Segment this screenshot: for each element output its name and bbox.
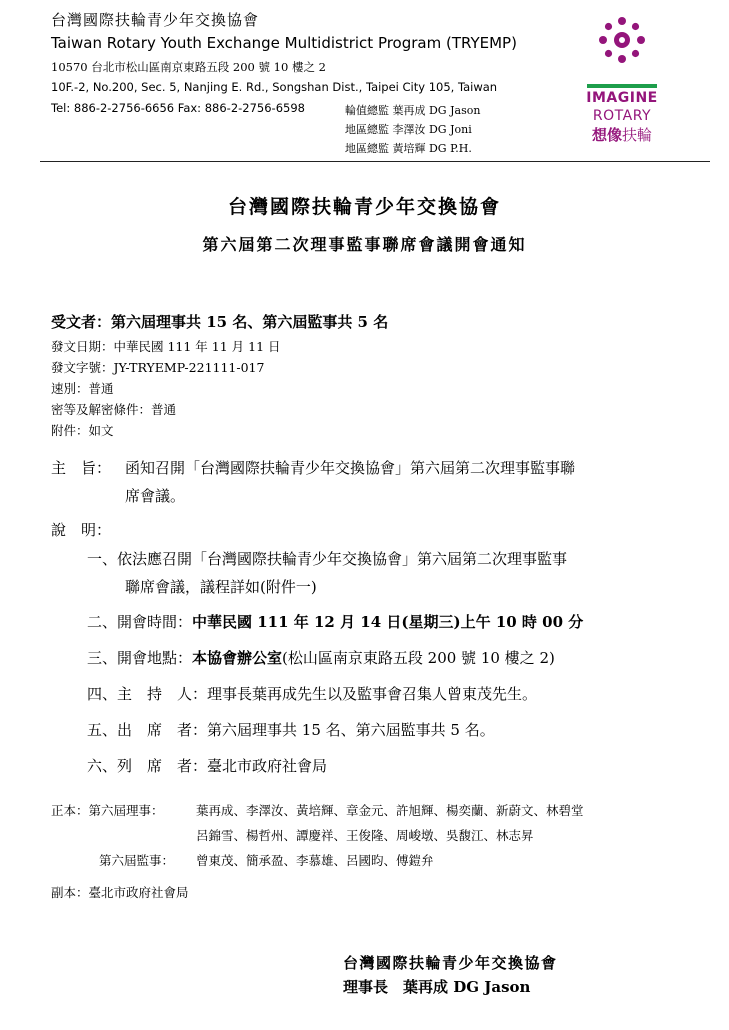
urgency: 速別：普通 bbox=[51, 381, 114, 396]
explanation-label: 說 明： bbox=[51, 521, 112, 539]
item-2 bbox=[87, 611, 583, 632]
attachment: 附件：如文 bbox=[51, 423, 114, 438]
header-governor-3: 地區總監 黃培輝 DG P.H. bbox=[345, 142, 472, 155]
logo-text-chinese-bold: 想像 bbox=[591, 126, 622, 144]
header-org-name-en: Taiwan Rotary Youth Exchange Multidistrict Program (TRYEMP) bbox=[51, 34, 517, 52]
header-phone-fax: Tel: 886-2-2756-6656 Fax: 886-2-2756-6598 bbox=[51, 101, 305, 115]
document-title: 台灣國際扶輪青少年交換協會 bbox=[227, 196, 501, 218]
supervisors-list: 曾東茂、簡承盈、李慕雄、呂國昀、傅鎧弁 bbox=[196, 853, 434, 868]
directors-list-line2: 呂錦雪、楊哲州、譚慶祥、王俊隆、周峻墩、吳馥江、林志昇 bbox=[196, 828, 534, 843]
document-subtitle: 第六屆第二次理事監事聯席會議開會通知 bbox=[202, 235, 527, 254]
logo-text-chinese bbox=[574, 124, 670, 145]
signature-chair: 理事長 葉再成 DG Jason bbox=[343, 978, 531, 996]
item-1-line2: 聯席會議，議程詳如(附件一) bbox=[125, 578, 317, 596]
item-3-value-bold: 本協會辦公室 bbox=[192, 649, 283, 667]
subject-text-line1: 函知召開「台灣國際扶輪青少年交換協會」第六屆第二次理事監事聯 bbox=[125, 459, 576, 477]
header-org-name-zh: 台灣國際扶輪青少年交換協會 bbox=[51, 11, 260, 29]
header-divider bbox=[40, 161, 710, 162]
document-number: 發文字號：JY-TRYEMP-221111-017 bbox=[51, 360, 265, 375]
logo-green-bar bbox=[587, 84, 657, 88]
issue-date: 發文日期：中華民國 111 年 11 月 11 日 bbox=[51, 339, 281, 354]
item-4: 四、主 持 人：理事長葉再成先生以及監事會召集人曾東茂先生。 bbox=[87, 685, 538, 703]
subject-label: 主 旨： bbox=[51, 459, 112, 477]
header-address-en: 10F.-2, No.200, Sec. 5, Nanjing E. Rd., Songshan Dist., Taipei City 105, Taiwan bbox=[51, 80, 498, 94]
item-6: 六、列 席 者：臺北市政府社會局 bbox=[87, 757, 328, 775]
item-5: 五、出 席 者：第六屆理事共 15 名、第六屆監事共 5 名。 bbox=[87, 721, 495, 739]
item-3-value-rest: (松山區南京東路五段 200 號 10 樓之 2) bbox=[282, 649, 555, 667]
item-3 bbox=[87, 647, 555, 668]
header-address-zh: 10570 台北市松山區南京東路五段 200 號 10 樓之 2 bbox=[51, 60, 326, 74]
logo-text-imagine: IMAGINE bbox=[586, 90, 658, 106]
subject-text-line2: 席會議。 bbox=[125, 487, 186, 505]
original-label: 正本：第六屆理事： bbox=[51, 803, 164, 818]
item-2-label: 二、開會時間： bbox=[87, 613, 193, 631]
recipient-line: 受文者：第六屆理事共 15 名、第六屆監事共 5 名 bbox=[51, 313, 389, 331]
signature-org: 台灣國際扶輪青少年交換協會 bbox=[343, 954, 558, 972]
supervisors-label: 第六屆監事： bbox=[99, 853, 175, 868]
header-governor-2: 地區總監 李澤汝 DG Joni bbox=[345, 123, 472, 136]
header-governor-1: 輪值總監 葉再成 DG Jason bbox=[345, 104, 481, 117]
logo-text-rotary: ROTARY bbox=[592, 108, 652, 124]
imagine-rotary-logo bbox=[574, 14, 670, 144]
item-3-label: 三、開會地點： bbox=[87, 649, 193, 667]
confidentiality: 密等及解密條件：普通 bbox=[51, 402, 177, 417]
directors-list-line1: 葉再成、李澤汝、黃培輝、章金元、許旭輝、楊奕蘭、新蔚文、林碧堂 bbox=[196, 803, 584, 818]
item-2-value: 中華民國 111 年 12 月 14 日(星期三)上午 10 時 00 分 bbox=[192, 613, 584, 631]
copy-line: 副本：臺北市政府社會局 bbox=[51, 885, 189, 900]
item-1-line1: 一、依法應召開「台灣國際扶輪青少年交換協會」第六屆第二次理事監事 bbox=[87, 550, 568, 568]
logo-text-chinese-rest: 扶輪 bbox=[622, 126, 653, 144]
rotary-dots-icon bbox=[574, 14, 670, 80]
